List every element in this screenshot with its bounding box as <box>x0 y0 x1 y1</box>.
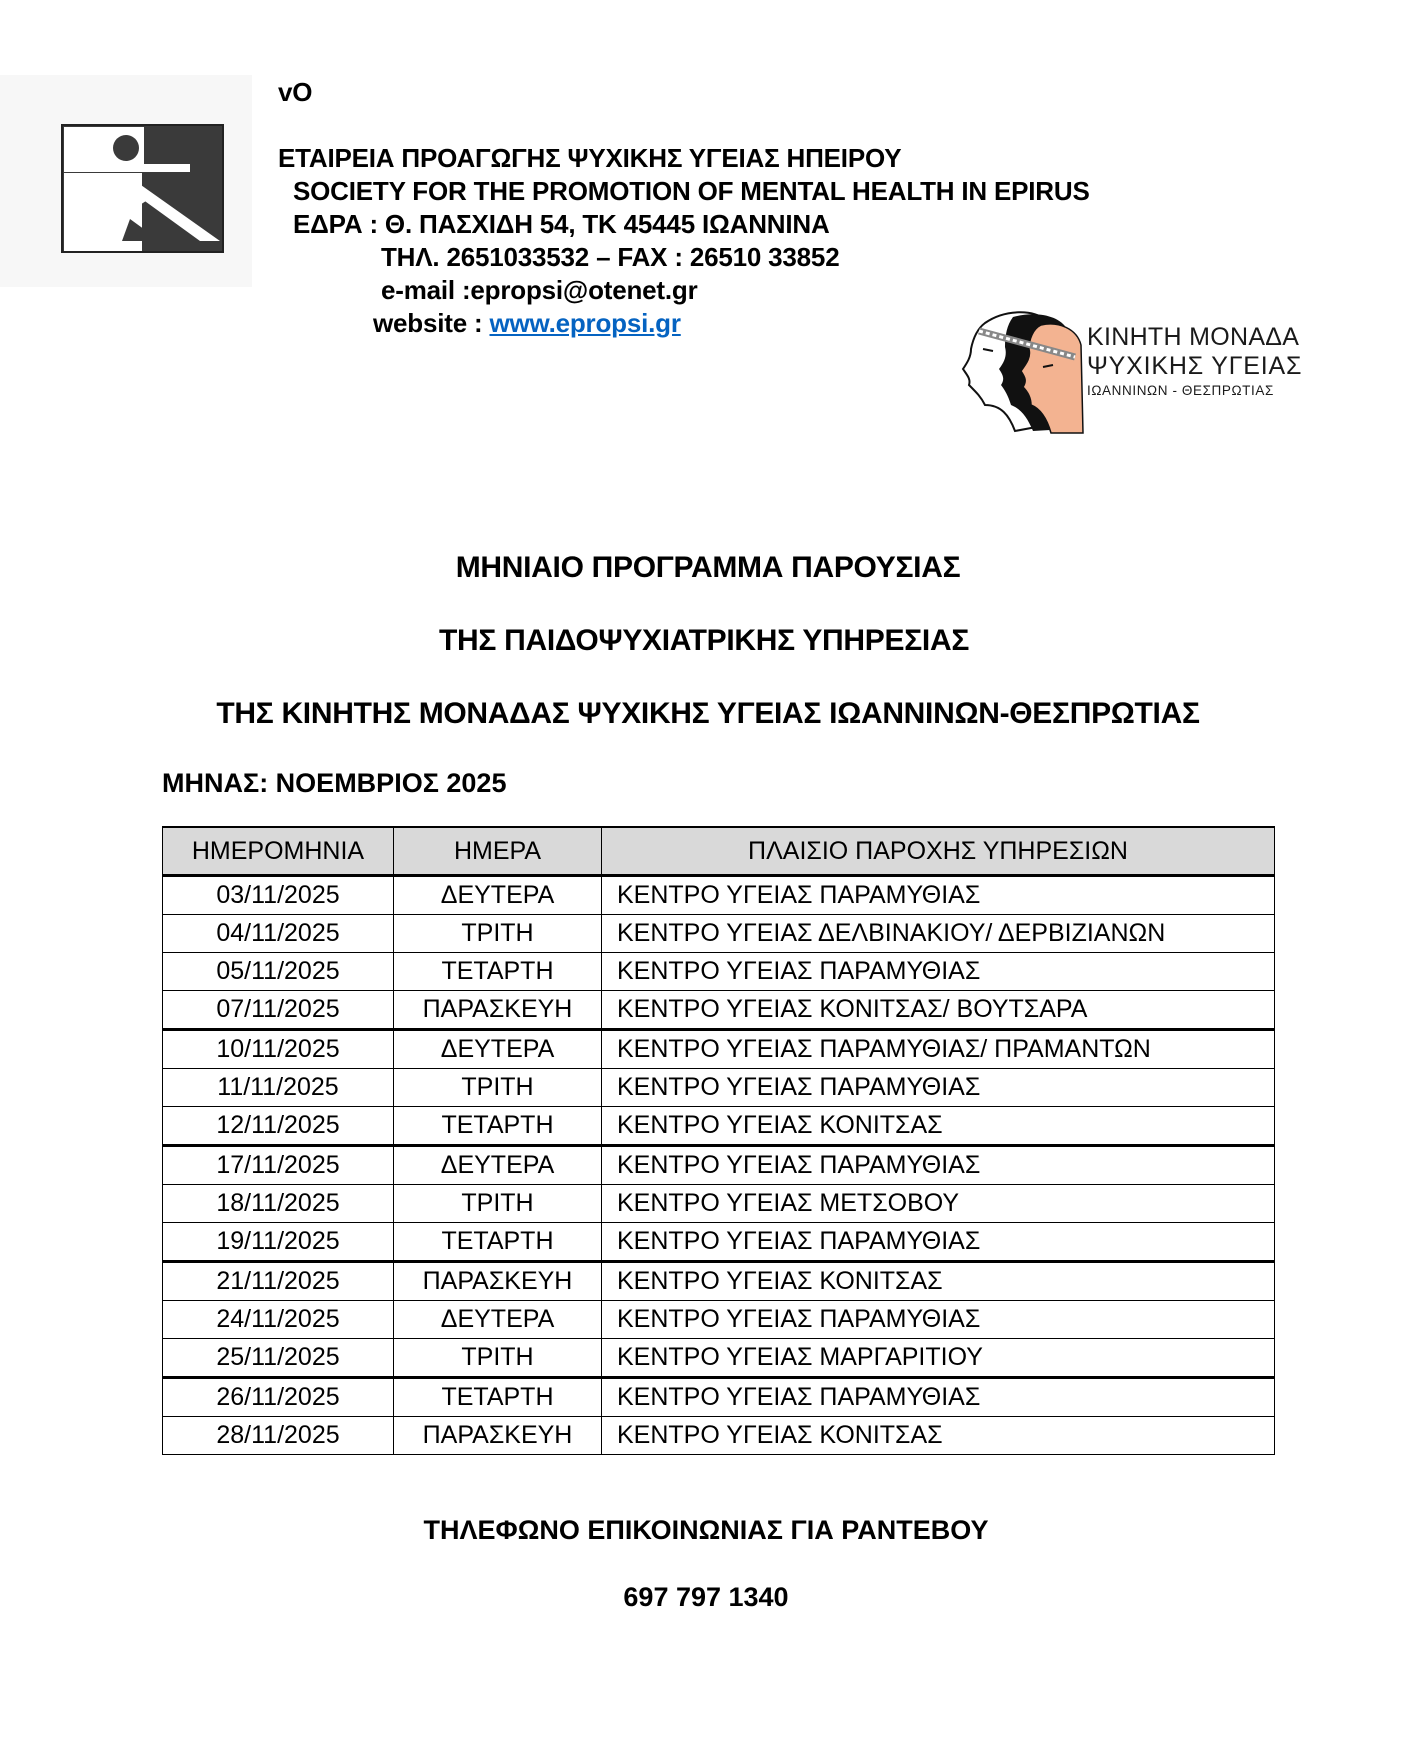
website-label: website : <box>373 308 490 338</box>
location-cell: ΚΕΝΤΡΟ ΥΓΕΙΑΣ ΠΑΡΑΜΥΘΙΑΣ <box>602 1146 1275 1185</box>
date-cell: 24/11/2025 <box>163 1301 394 1339</box>
date-cell: 18/11/2025 <box>163 1185 394 1223</box>
day-cell: ΔΕΥΤΕΡΑ <box>394 1301 602 1339</box>
day-cell: ΤΕΤΑΡΤΗ <box>394 1223 602 1262</box>
running-figure-logo-icon <box>60 123 225 255</box>
date-cell: 26/11/2025 <box>163 1378 394 1417</box>
table-row <box>163 1069 1275 1107</box>
location-cell: ΚΕΝΤΡΟ ΥΓΕΙΑΣ ΠΑΡΑΜΥΘΙΑΣ <box>602 1223 1275 1262</box>
day-cell: ΔΕΥΤΕΡΑ <box>394 1146 602 1185</box>
date-cell: 10/11/2025 <box>163 1030 394 1069</box>
website-link[interactable]: www.epropsi.gr <box>489 308 681 338</box>
date-cell: 28/11/2025 <box>163 1417 394 1455</box>
table-row <box>163 1030 1275 1069</box>
unit-name-line3: ΙΩΑΝΝΙΝΩΝ - ΘΕΣΠΡΩΤΙΑΣ <box>1087 383 1274 398</box>
column-header-location: ΠΛΑΙΣΙΟ ΠΑΡΟΧΗΣ ΥΠΗΡΕΣΙΩΝ <box>602 827 1275 876</box>
table-row <box>163 1339 1275 1378</box>
title-line-1: ΜΗΝΙΑΙΟ ΠΡΟΓΡΑΜΜΑ ΠΑΡΟΥΣΙΑΣ <box>455 551 961 584</box>
table-row <box>163 915 1275 953</box>
day-cell: ΔΕΥΤΕΡΑ <box>394 1030 602 1069</box>
day-cell: ΤΡΙΤΗ <box>394 1185 602 1223</box>
location-cell: ΚΕΝΤΡΟ ΥΓΕΙΑΣ ΚΟΝΙΤΣΑΣ <box>602 1417 1275 1455</box>
date-cell: 11/11/2025 <box>163 1069 394 1107</box>
table-row <box>163 1262 1275 1301</box>
table-row <box>163 1417 1275 1455</box>
mobile-unit-logo <box>955 305 1320 437</box>
day-cell: ΤΡΙΤΗ <box>394 1069 602 1107</box>
table-row <box>163 1185 1275 1223</box>
location-cell: ΚΕΝΤΡΟ ΥΓΕΙΑΣ ΚΟΝΙΤΣΑΣ <box>602 1107 1275 1146</box>
table-row <box>163 1223 1275 1262</box>
location-cell: ΚΕΝΤΡΟ ΥΓΕΙΑΣ ΚΟΝΙΤΣΑΣ/ ΒΟΥΤΣΑΡΑ <box>602 991 1275 1030</box>
table-row <box>163 876 1275 915</box>
location-cell: ΚΕΝΤΡΟ ΥΓΕΙΑΣ ΜΕΤΣΟΒΟΥ <box>602 1185 1275 1223</box>
org-name-english: SOCIETY FOR THE PROMOTION OF MENTAL HEALTH IN EPIRUS <box>293 176 1090 206</box>
org-address: ΕΔΡΑ : Θ. ΠΑΣΧΙΔΗ 54, ΤΚ 45445 ΙΩΑΝΝΙΝΑ <box>293 209 830 239</box>
title-line-2: ΤΗΣ ΠΑΙΔΟΨΥΧΙΑΤΡΙΚΗΣ ΥΠΗΡΕΣΙΑΣ <box>438 624 970 657</box>
day-cell: ΔΕΥΤΕΡΑ <box>394 876 602 915</box>
date-cell: 03/11/2025 <box>163 876 394 915</box>
table-row <box>163 991 1275 1030</box>
month-label: ΜΗΝΑΣ: ΝΟΕΜΒΡΙΟΣ 2025 <box>162 768 507 798</box>
unit-name-line2: ΨΥΧΙΚΗΣ ΥΓΕΙΑΣ <box>1087 352 1303 380</box>
three-faces-logo-icon <box>955 305 1085 437</box>
day-cell: ΠΑΡΑΣΚΕΥΗ <box>394 1417 602 1455</box>
unit-name-line1: ΚΙΝΗΤΗ ΜΟΝΑΔΑ <box>1087 323 1300 351</box>
day-cell: ΤΕΤΑΡΤΗ <box>394 953 602 991</box>
date-cell: 07/11/2025 <box>163 991 394 1030</box>
date-cell: 21/11/2025 <box>163 1262 394 1301</box>
organization-logo <box>0 75 252 287</box>
column-header-day: ΗΜΕΡΑ <box>394 827 602 876</box>
date-cell: 12/11/2025 <box>163 1107 394 1146</box>
day-cell: ΠΑΡΑΣΚΕΥΗ <box>394 1262 602 1301</box>
location-cell: ΚΕΝΤΡΟ ΥΓΕΙΑΣ ΜΑΡΓΑΡΙΤΙΟΥ <box>602 1339 1275 1378</box>
location-cell: ΚΕΝΤΡΟ ΥΓΕΙΑΣ ΠΑΡΑΜΥΘΙΑΣ <box>602 1301 1275 1339</box>
table-header-row <box>163 827 1275 876</box>
location-cell: ΚΕΝΤΡΟ ΥΓΕΙΑΣ ΔΕΛΒΙΝΑΚΙΟΥ/ ΔΕΡΒΙΖΙΑΝΩΝ <box>602 915 1275 953</box>
org-phone-fax: ΤΗΛ. 2651033532 – FAX : 26510 33852 <box>381 242 840 272</box>
org-email: e-mail :epropsi@otenet.gr <box>381 275 698 305</box>
org-name-greek: ΕΤΑΙΡΕΙΑ ΠΡΟΑΓΩΓΗΣ ΨΥΧΙΚΗΣ ΥΓΕΙΑΣ ΗΠΕΙΡΟΥ <box>278 143 902 173</box>
date-cell: 05/11/2025 <box>163 953 394 991</box>
table-row <box>163 953 1275 991</box>
location-cell: ΚΕΝΤΡΟ ΥΓΕΙΑΣ ΠΑΡΑΜΥΘΙΑΣ <box>602 1378 1275 1417</box>
contact-phone: 697 797 1340 <box>623 1582 789 1612</box>
day-cell: ΤΡΙΤΗ <box>394 1339 602 1378</box>
location-cell: ΚΕΝΤΡΟ ΥΓΕΙΑΣ ΠΑΡΑΜΥΘΙΑΣ <box>602 876 1275 915</box>
date-cell: 17/11/2025 <box>163 1146 394 1185</box>
document-code: vO <box>278 77 313 107</box>
table-row <box>163 1378 1275 1417</box>
date-cell: 25/11/2025 <box>163 1339 394 1378</box>
day-cell: ΠΑΡΑΣΚΕΥΗ <box>394 991 602 1030</box>
location-cell: ΚΕΝΤΡΟ ΥΓΕΙΑΣ ΠΑΡΑΜΥΘΙΑΣ <box>602 1069 1275 1107</box>
location-cell: ΚΕΝΤΡΟ ΥΓΕΙΑΣ ΠΑΡΑΜΥΘΙΑΣ <box>602 953 1275 991</box>
table-row <box>163 1107 1275 1146</box>
table-row <box>163 1301 1275 1339</box>
contact-label: ΤΗΛΕΦΩΝΟ ΕΠΙΚΟΙΝΩΝΙΑΣ ΓΙΑ ΡΑΝΤΕΒΟΥ <box>423 1515 989 1545</box>
org-website <box>373 307 681 340</box>
location-cell: ΚΕΝΤΡΟ ΥΓΕΙΑΣ ΚΟΝΙΤΣΑΣ <box>602 1262 1275 1301</box>
schedule-table <box>162 826 1275 1455</box>
date-cell: 04/11/2025 <box>163 915 394 953</box>
location-cell: ΚΕΝΤΡΟ ΥΓΕΙΑΣ ΠΑΡΑΜΥΘΙΑΣ/ ΠΡΑΜΑΝΤΩΝ <box>602 1030 1275 1069</box>
title-line-3: ΤΗΣ ΚΙΝΗΤΗΣ ΜΟΝΑΔΑΣ ΨΥΧΙΚΗΣ ΥΓΕΙΑΣ ΙΩΑΝΝΙΝΩΝ-ΘΕΣΠΡΩΤΙΑΣ <box>216 697 1200 730</box>
date-cell: 19/11/2025 <box>163 1223 394 1262</box>
day-cell: ΤΕΤΑΡΤΗ <box>394 1378 602 1417</box>
day-cell: ΤΡΙΤΗ <box>394 915 602 953</box>
column-header-date: ΗΜΕΡΟΜΗΝΙΑ <box>163 827 394 876</box>
table-row <box>163 1146 1275 1185</box>
day-cell: ΤΕΤΑΡΤΗ <box>394 1107 602 1146</box>
